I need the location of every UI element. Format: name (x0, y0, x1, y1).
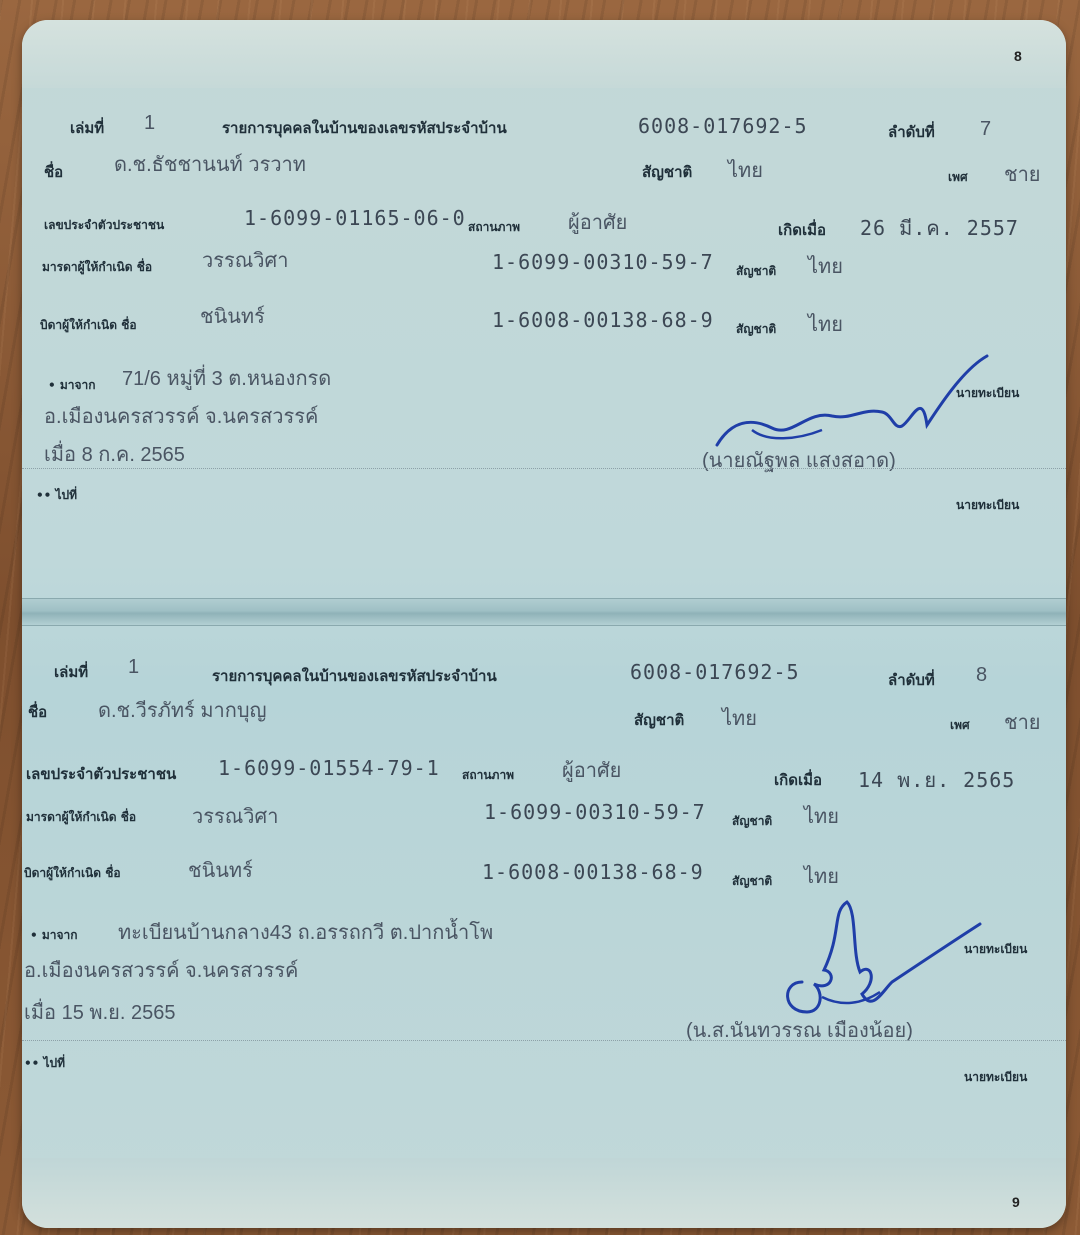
father-name: ชนินทร์ (188, 860, 253, 882)
from-address-line2: อ.เมืองนครสวรรค์ จ.นครสวรรค์ (24, 960, 299, 982)
book-number: 1 (144, 112, 156, 134)
birth-date: 14 พ.ย. 2565 (858, 768, 1016, 792)
citizen-id: 1-6099-01554-79-1 (218, 756, 440, 780)
status-label: สถานภาพ (462, 768, 515, 782)
status-value: ผู้อาศัย (562, 760, 622, 782)
from-address-line1: 71/6 หมู่ที่ 3 ต.หนองกรด (122, 368, 332, 390)
page-header-band (22, 20, 1066, 88)
sequence-number: 8 (976, 664, 988, 686)
person-name: ด.ช.ธัชชานนท์ วรวาท (114, 154, 306, 176)
from-date: เมื่อ 15 พ.ย. 2565 (24, 1002, 176, 1024)
registrar-label: นายทะเบียน (956, 386, 1020, 400)
status-label: สถานภาพ (468, 220, 521, 234)
from-address-line1: ทะเบียนบ้านกลาง43 ถ.อรรถกวี ต.ปากน้ำโพ (118, 922, 494, 944)
sex-value: ชาย (1004, 164, 1041, 186)
record-heading: รายการบุคคลในบ้านของเลขรหัสประจำบ้าน (212, 667, 497, 685)
house-code: 6008-017692-5 (638, 114, 808, 138)
from-date: เมื่อ 8 ก.ค. 2565 (44, 444, 185, 466)
nationality-value: ไทย (722, 708, 757, 730)
nationality-value: ไทย (728, 160, 763, 182)
registrar-name: (นายณัฐพล แสงสอาด) (702, 450, 896, 472)
to-label: •• ไปที่ (24, 1056, 66, 1070)
book-label: เล่มที่ (70, 119, 105, 137)
birth-date: 26 มี.ค. 2557 (860, 216, 1019, 240)
mother-label: มารดาผู้ให้กำเนิด ชื่อ (26, 810, 137, 824)
father-id: 1-6008-00138-68-9 (482, 860, 704, 884)
page-number: 8 (1014, 48, 1022, 64)
book-label: เล่มที่ (54, 663, 89, 681)
sex-label: เพศ (948, 170, 968, 184)
mother-id: 1-6099-00310-59-7 (484, 800, 706, 824)
sequence-label: ลำดับที่ (888, 671, 935, 689)
house-registration-book (22, 20, 1066, 1228)
born-label: เกิดเมื่อ (778, 221, 826, 239)
mother-name: วรรณวิศา (202, 250, 289, 272)
sex-label: เพศ (950, 718, 970, 732)
father-id: 1-6008-00138-68-9 (492, 308, 714, 332)
registrar-signature-2 (762, 872, 982, 1032)
father-nationality-label: สัญชาติ (736, 322, 777, 336)
sex-value: ชาย (1004, 712, 1041, 734)
status-value: ผู้อาศัย (568, 212, 628, 234)
mother-id: 1-6099-00310-59-7 (492, 250, 714, 274)
sequence-number: 7 (980, 118, 992, 140)
registrar-label-2: นายทะเบียน (964, 1070, 1028, 1084)
divider (22, 1040, 1066, 1041)
father-label: บิดาผู้ให้กำเนิด ชื่อ (24, 866, 121, 880)
page-bottom (22, 620, 1066, 1228)
father-nationality-label: สัญชาติ (732, 874, 773, 888)
divider (22, 468, 1066, 469)
registrar-label: นายทะเบียน (964, 942, 1028, 956)
from-address-line2: อ.เมืองนครสวรรค์ จ.นครสวรรค์ (44, 406, 319, 428)
nationality-label: สัญชาติ (634, 711, 685, 729)
id-label: เลขประจำตัวประชาชน (44, 218, 165, 232)
id-label: เลขประจำตัวประชาชน (26, 765, 177, 783)
mother-name: วรรณวิศา (192, 806, 279, 828)
sequence-label: ลำดับที่ (888, 123, 935, 141)
mother-nationality: ไทย (804, 806, 839, 828)
record-heading: รายการบุคคลในบ้านของเลขรหัสประจำบ้าน (222, 119, 507, 137)
nationality-label: สัญชาติ (642, 163, 693, 181)
citizen-id: 1-6099-01165-06-0 (244, 206, 466, 230)
person-name: ด.ช.วีรภัทร์ มากบุญ (98, 700, 267, 722)
page-number: 9 (1012, 1194, 1020, 1210)
father-label: บิดาผู้ให้กำเนิด ชื่อ (40, 318, 137, 332)
registrar-name: (น.ส.นันทวรรณ เมืองน้อย) (686, 1020, 913, 1042)
father-nationality: ไทย (808, 314, 843, 336)
mother-nationality: ไทย (808, 256, 843, 278)
page-footer-band (22, 1158, 1066, 1228)
mother-nationality-label: สัญชาติ (736, 264, 777, 278)
registrar-label-2: นายทะเบียน (956, 498, 1020, 512)
mother-label: มารดาผู้ให้กำเนิด ชื่อ (42, 260, 153, 274)
book-number: 1 (128, 656, 140, 678)
father-nationality: ไทย (804, 866, 839, 888)
house-code: 6008-017692-5 (630, 660, 800, 684)
mother-nationality-label: สัญชาติ (732, 814, 773, 828)
name-label: ชื่อ (44, 163, 64, 181)
to-label: •• ไปที่ (36, 488, 78, 502)
from-label: • มาจาก (48, 378, 96, 392)
father-name: ชนินทร์ (200, 306, 265, 328)
name-label: ชื่อ (28, 703, 48, 721)
from-label: • มาจาก (30, 928, 78, 942)
born-label: เกิดเมื่อ (774, 771, 822, 789)
page-top (22, 20, 1066, 600)
